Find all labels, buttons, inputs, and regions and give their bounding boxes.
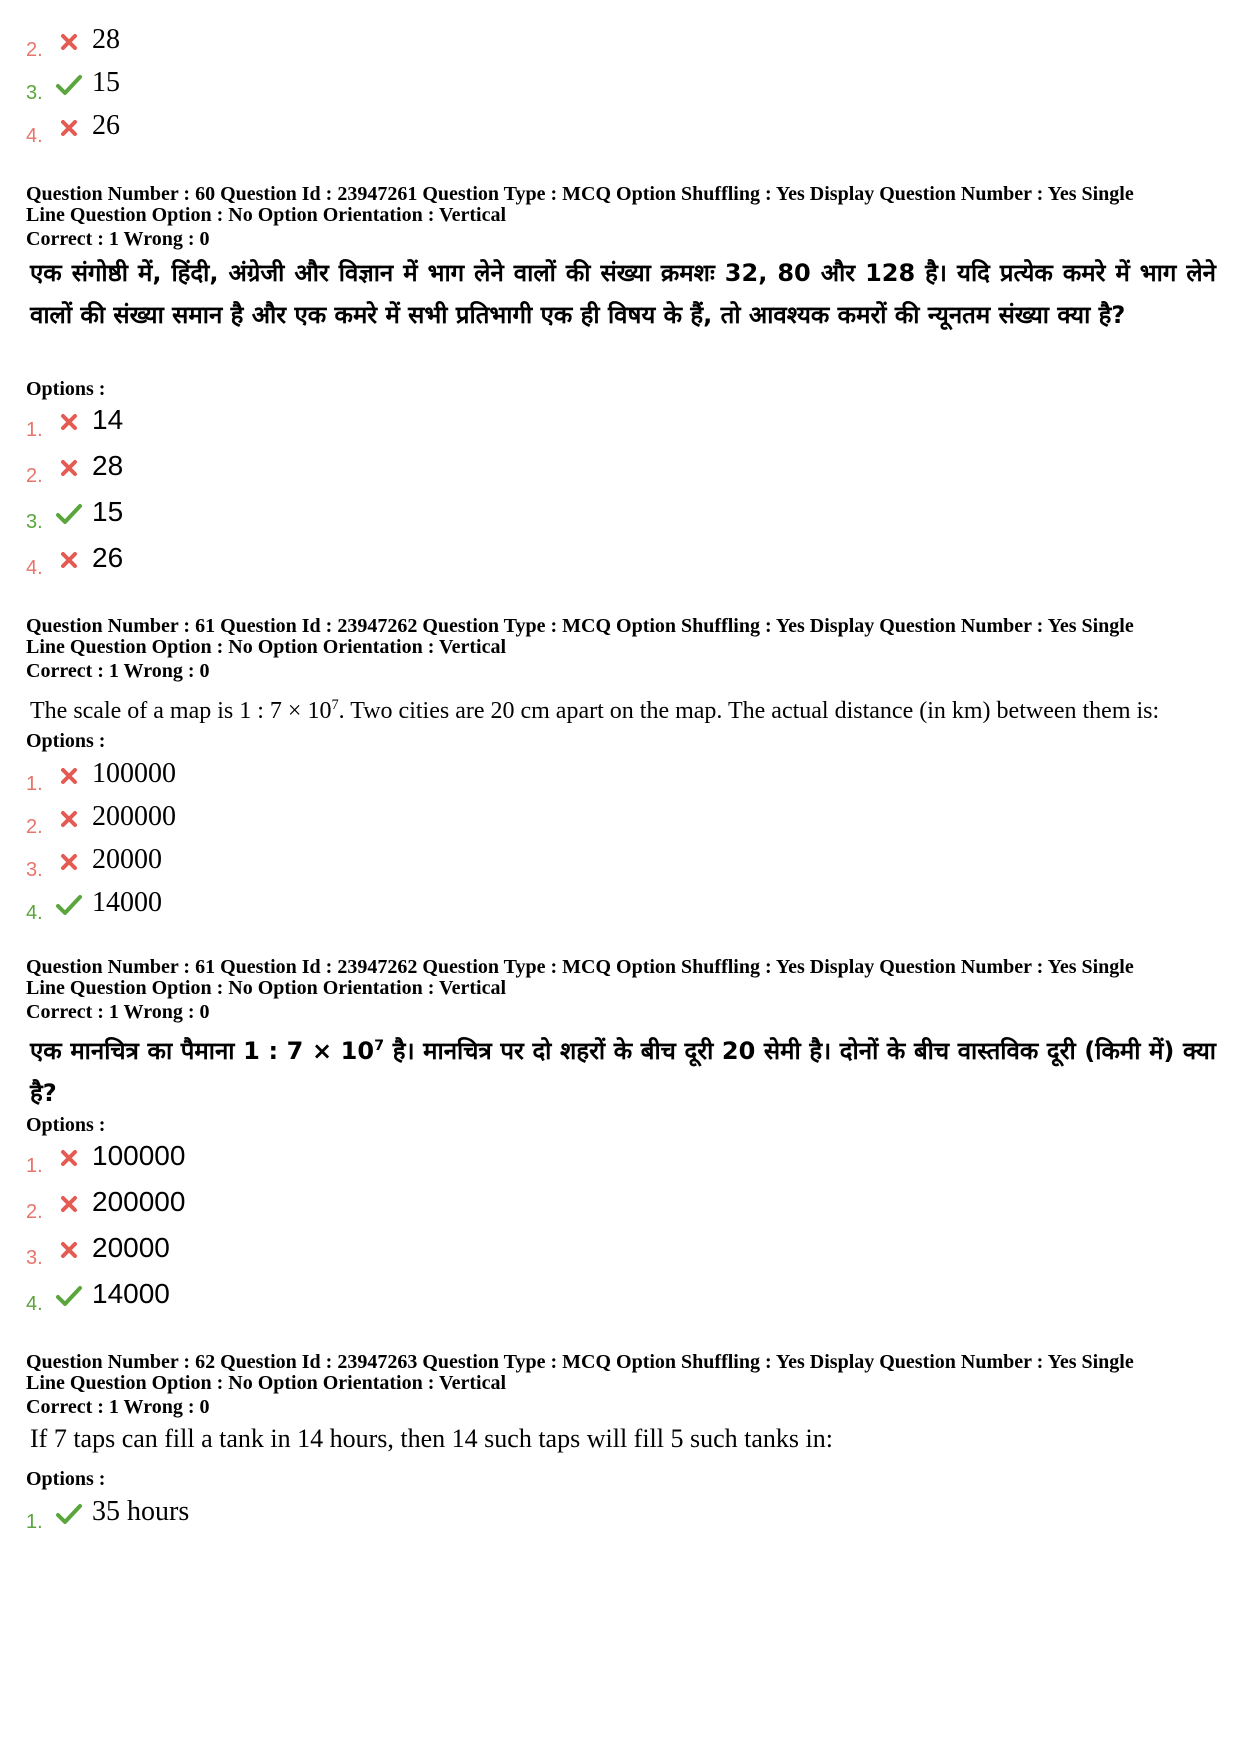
- option-row: [26, 448, 123, 488]
- meta-line: Line Question Option : No Option Orientation : Vertical: [26, 636, 507, 658]
- option-number: 3.: [26, 82, 43, 104]
- options-label: Options :: [26, 730, 106, 752]
- correct-check-icon: [54, 71, 84, 99]
- question-text: एक संगोष्ठी में, हिंदी, अंग्रेजी और विज्ञान में भाग लेने वालों की संख्या क्रमशः 32, 80 और 128 है। यदि प्रत्येक कमरे में भाग लेने वालों की संख्या समान है और एक कमरे में सभी प्रतिभागी एक ही विषय के हैं, तो आवश्यक कमरों की न्यूनतम संख्या क्या है?: [30, 259, 1216, 329]
- option-number: 2.: [26, 39, 43, 61]
- option-value: 200000: [92, 1186, 186, 1217]
- wrong-cross-icon: [54, 762, 84, 790]
- option-row: [26, 842, 162, 882]
- meta-line: Line Question Option : No Option Orientation : Vertical: [26, 977, 507, 999]
- question-meta: [26, 184, 1216, 226]
- option-value: 26: [92, 542, 124, 573]
- option-value: 15: [92, 67, 120, 98]
- correct-wrong: Correct : 1 Wrong : 0: [26, 660, 210, 682]
- question-meta: [26, 1352, 1216, 1394]
- question-text: If 7 taps can fill a tank in 14 hours, then 14 such taps will fill 5 such tanks in:: [30, 1424, 833, 1453]
- option-row: [26, 1138, 185, 1178]
- option-row: [26, 494, 123, 534]
- wrong-cross-icon: [54, 454, 84, 482]
- option-number: 4.: [26, 125, 43, 147]
- wrong-cross-icon: [54, 28, 84, 56]
- option-value: 14: [92, 404, 124, 435]
- correct-check-icon: [54, 500, 84, 528]
- option-value: 26: [92, 110, 120, 141]
- option-value: 35 hours: [92, 1496, 190, 1527]
- option-value: 100000: [92, 1140, 186, 1171]
- wrong-cross-icon: [54, 1236, 84, 1264]
- options-label: Options :: [26, 378, 106, 400]
- option-value: 28: [92, 450, 124, 481]
- option-value: 20000: [92, 1232, 170, 1263]
- option-number: 1.: [26, 1511, 43, 1533]
- option-number: 2.: [26, 1201, 43, 1223]
- option-number: 4.: [26, 1293, 43, 1315]
- question-meta: [26, 616, 1216, 658]
- option-value: 14000: [92, 887, 162, 918]
- meta-line: Question Number : 61 Question Id : 23947262 Question Type : MCQ Option Shuffling : Yes Display Question Number : Yes Single: [26, 615, 1134, 637]
- wrong-cross-icon: [54, 805, 84, 833]
- option-row: [26, 22, 120, 62]
- option-row: [26, 540, 123, 580]
- option-number: 1.: [26, 773, 43, 795]
- meta-line: Line Question Option : No Option Orientation : Vertical: [26, 204, 507, 226]
- option-value: 14000: [92, 1278, 170, 1309]
- meta-line: Question Number : 61 Question Id : 23947262 Question Type : MCQ Option Shuffling : Yes Display Question Number : Yes Single: [26, 956, 1134, 978]
- option-row: [26, 885, 162, 925]
- option-row: [26, 1494, 189, 1534]
- correct-check-icon: [54, 1500, 84, 1528]
- option-value: 200000: [92, 801, 176, 832]
- option-value: 15: [92, 496, 124, 527]
- wrong-cross-icon: [54, 408, 84, 436]
- correct-wrong: Correct : 1 Wrong : 0: [26, 228, 210, 250]
- option-number: 4.: [26, 902, 43, 924]
- option-row: [26, 1184, 185, 1224]
- option-row: [26, 108, 120, 148]
- options-label: Options :: [26, 1468, 106, 1490]
- option-number: 2.: [26, 816, 43, 838]
- option-value: 100000: [92, 758, 176, 789]
- question-meta: [26, 957, 1216, 999]
- option-number: 2.: [26, 465, 43, 487]
- wrong-cross-icon: [54, 114, 84, 142]
- correct-check-icon: [54, 1282, 84, 1310]
- option-value: 20000: [92, 844, 162, 875]
- option-number: 4.: [26, 557, 43, 579]
- meta-line: Line Question Option : No Option Orientation : Vertical: [26, 1372, 507, 1394]
- option-row: [26, 1230, 170, 1270]
- wrong-cross-icon: [54, 1144, 84, 1172]
- question-text: एक मानचित्र का पैमाना 1 : $7 \times 10^7$ है। मानचित्र पर दो शहरों के बीच दूरी 20 सेमी है। दोनों के बीच वास्तविक दूरी (किमी में) क्या है?: [30, 1037, 1216, 1107]
- option-number: 1.: [26, 1155, 43, 1177]
- meta-line: Question Number : 62 Question Id : 23947263 Question Type : MCQ Option Shuffling : Yes Display Question Number : Yes Single: [26, 1351, 1134, 1373]
- question-text: The scale of a map is 1 : $7 \times 10^7$. Two cities are 20 cm apart on the map. The actual distance (in km) between them is:: [30, 697, 1160, 724]
- wrong-cross-icon: [54, 1190, 84, 1218]
- option-row: [26, 65, 120, 105]
- option-value: 28: [92, 24, 120, 55]
- option-row: [26, 1276, 170, 1316]
- option-row: [26, 756, 176, 796]
- correct-check-icon: [54, 891, 84, 919]
- correct-wrong: Correct : 1 Wrong : 0: [26, 1396, 210, 1418]
- option-row: [26, 799, 176, 839]
- wrong-cross-icon: [54, 848, 84, 876]
- wrong-cross-icon: [54, 546, 84, 574]
- meta-line: Question Number : 60 Question Id : 23947261 Question Type : MCQ Option Shuffling : Yes Display Question Number : Yes Single: [26, 183, 1134, 205]
- option-number: 3.: [26, 511, 43, 533]
- option-row: [26, 402, 123, 442]
- option-number: 3.: [26, 859, 43, 881]
- correct-wrong: Correct : 1 Wrong : 0: [26, 1001, 210, 1023]
- option-number: 3.: [26, 1247, 43, 1269]
- option-number: 1.: [26, 419, 43, 441]
- options-label: Options :: [26, 1114, 106, 1136]
